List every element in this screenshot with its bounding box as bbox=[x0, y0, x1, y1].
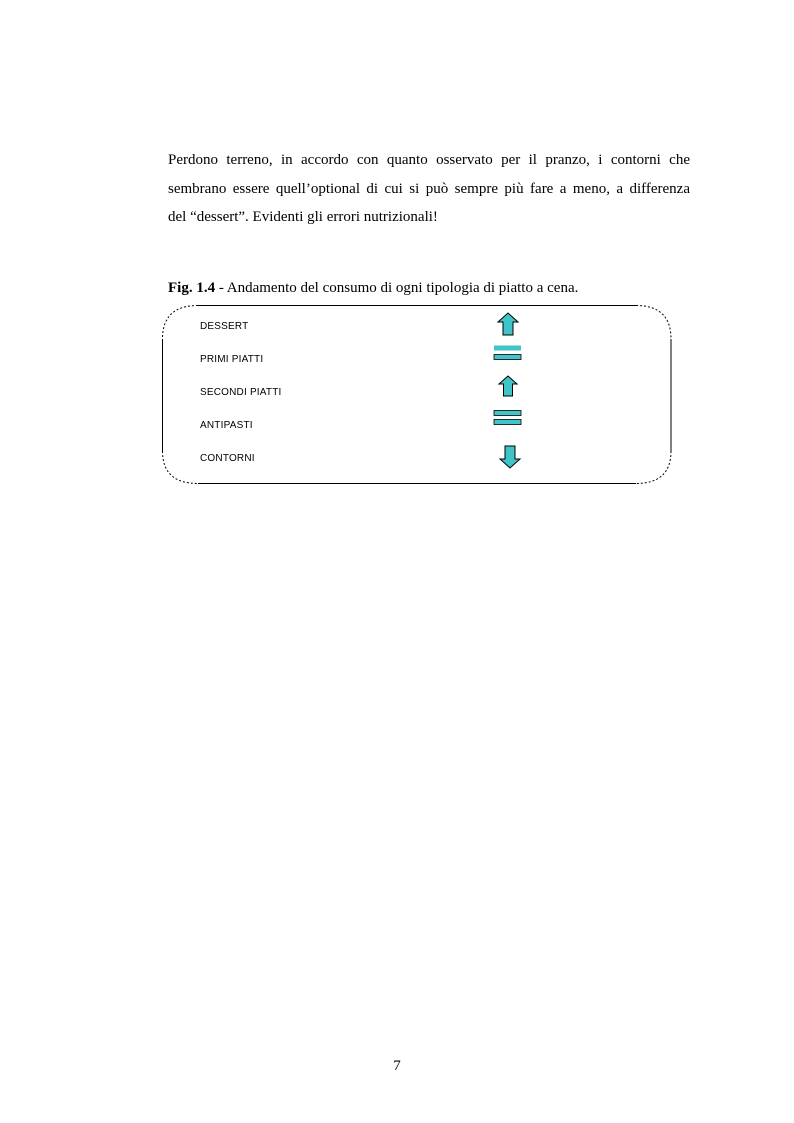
equals-icon bbox=[493, 344, 523, 362]
body-paragraph bbox=[168, 146, 690, 232]
page-number: 7 bbox=[393, 1058, 401, 1074]
row-label-contorni: CONTORNI bbox=[200, 453, 255, 464]
row-label-secondi-piatti: SECONDI PIATTI bbox=[200, 387, 282, 398]
paragraph-line: sembrano essere quell’optional di cui si può sempre più fare a meno, a differenza bbox=[168, 180, 690, 197]
figure-caption-label: Fig. 1.4 bbox=[168, 280, 216, 296]
row-label-primi-piatti: PRIMI PIATTI bbox=[200, 354, 264, 365]
figure-caption bbox=[168, 279, 578, 297]
arrow-down-icon bbox=[498, 445, 522, 469]
equals-icon bbox=[493, 409, 523, 427]
arrow-up-icon bbox=[496, 312, 520, 336]
trend-figure bbox=[162, 305, 672, 485]
paragraph-line: Perdono terreno, in accordo con quanto osservato per il pranzo, i contorni che bbox=[168, 152, 690, 168]
arrow-up-icon bbox=[497, 375, 519, 397]
figure-caption-text: - Andamento del consumo di ogni tipologia di piatto a cena. bbox=[215, 280, 579, 296]
row-label-antipasti: ANTIPASTI bbox=[200, 420, 253, 431]
row-label-dessert: DESSERT bbox=[200, 321, 249, 332]
paragraph-line: del “dessert”. Evidenti gli errori nutrizionali! bbox=[168, 209, 438, 225]
